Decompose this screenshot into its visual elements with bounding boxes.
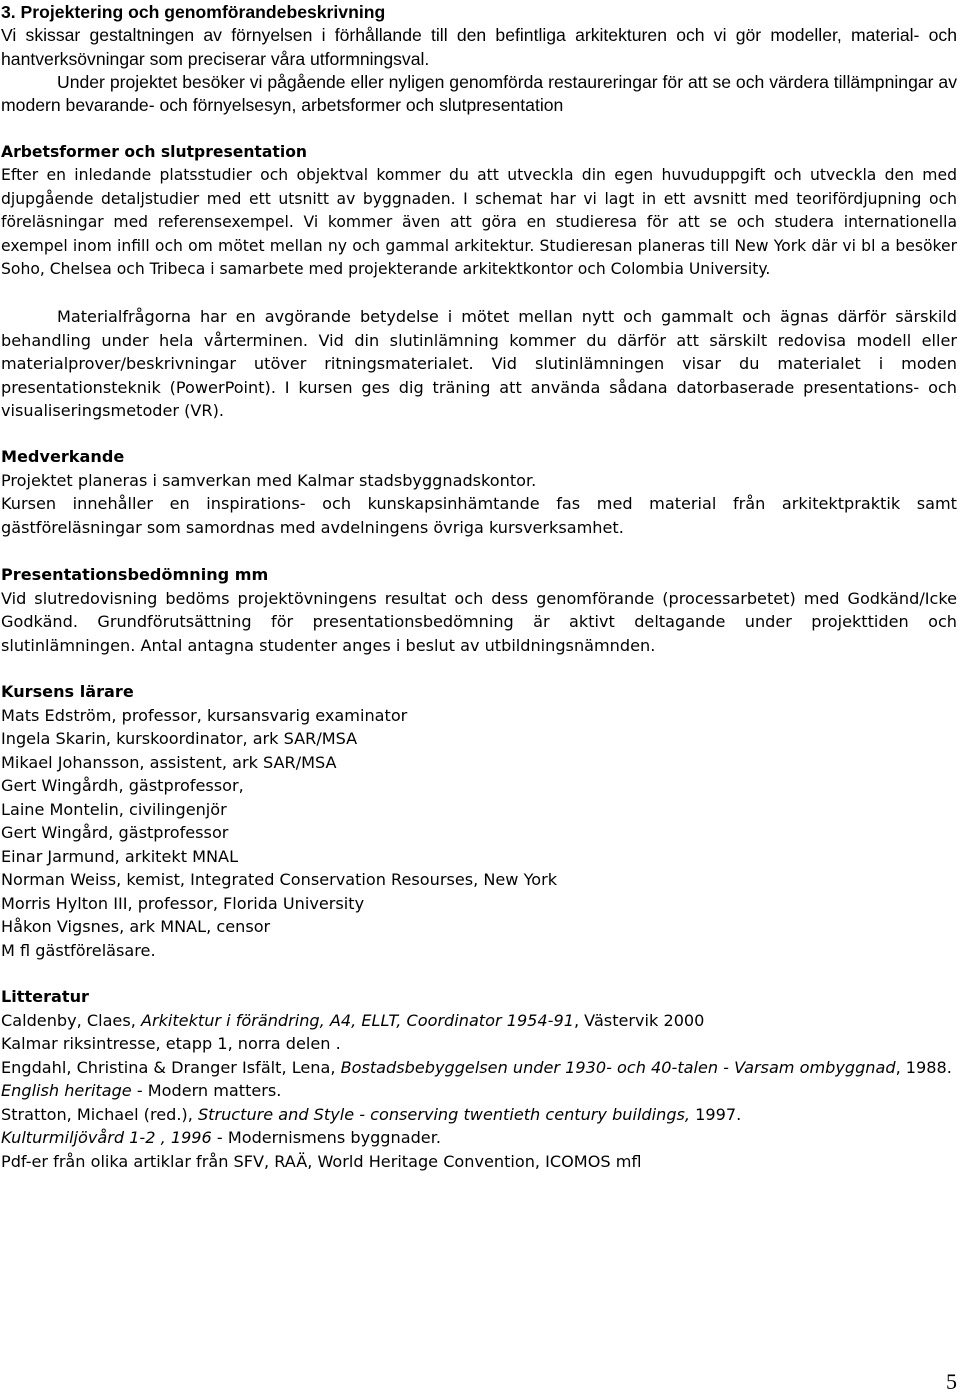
literature-heading: Litteratur bbox=[1, 987, 89, 1006]
arbetsformer-section bbox=[1, 141, 957, 281]
ref-details: , 1988. bbox=[895, 1057, 952, 1077]
ref-title: Bostadsbebyggelsen under 1930- och 40-talen - Varsam ombyggnad bbox=[340, 1057, 896, 1077]
presentation-section bbox=[1, 563, 957, 657]
ref-details: , Västervik 2000 bbox=[573, 1010, 705, 1030]
section-3-heading: 3. Projektering och genomförandebeskrivning bbox=[1, 2, 386, 22]
arbetsformer-paragraph-2: Materialfrågorna har en avgörande betydelse i mötet mellan nytt och gammalt och ägnas därför särskild behandling under hela vårterminen. Vid din slutinlämning kommer du därför att särskilt redovisa modell eller materialprover/beskrivningar utöver ritningsmaterialet. Vid slutinlämningen visar du materialet i moden presentationsteknik (PowerPoint). I kursen ges dig träning att använda sådana datorbaserade presentations- och visualiseringsmetoder (VR). bbox=[1, 307, 957, 420]
teacher-item: Håkon Vigsnes, ark MNAL, censor bbox=[1, 917, 271, 936]
ref-details: - Modern matters. bbox=[136, 1081, 282, 1100]
medverkande-paragraph-1: Projektet planeras i samverkan med Kalmar stadsbyggnadskontor. bbox=[1, 470, 537, 490]
section-3-paragraph-1: Vi skissar gestaltningen av förnyelsen i förhållande till den befintliga arkitekturen och vi gör modeller, material- och hantverksövningar som preciserar våra utformningsval. bbox=[1, 25, 957, 69]
teacher-item: Einar Jarmund, arkitekt MNAL bbox=[1, 846, 239, 866]
ref-title: Structure and Style - conserving twentieth century buildings, bbox=[197, 1104, 691, 1124]
presentation-heading: Presentationsbedömning mm bbox=[1, 565, 269, 584]
ref-title: Arkitektur i förändring, A4, ELLT, Coordinator 1954-91 bbox=[140, 1010, 574, 1030]
literature-reference-5 bbox=[1, 1103, 957, 1127]
ref-details: - Modernismens byggnader. bbox=[211, 1128, 441, 1147]
literature-reference-1 bbox=[1, 1009, 957, 1033]
ref-author: Caldenby, Claes, bbox=[1, 1010, 141, 1030]
page-number: 5 bbox=[946, 1369, 957, 1394]
arbetsformer-material-section bbox=[1, 305, 957, 423]
medverkande-paragraph-2: Kursen innehåller en inspirations- och kunskapsinhämtande fas med material från arkitektpraktik samt gästföreläsningar som samordnas med avdelningens övriga kursverksamhet. bbox=[1, 494, 957, 537]
ref-title: Kulturmiljövård 1-2 , 1996 bbox=[1, 1128, 212, 1147]
arbetsformer-heading: Arbetsformer och slutpresentation bbox=[1, 143, 308, 161]
literature-section bbox=[1, 985, 957, 1173]
teachers-section bbox=[1, 680, 957, 962]
teacher-item: Norman Weiss, kemist, Integrated Conservation Resourses, New York bbox=[1, 870, 558, 889]
literature-reference-2: Kalmar riksintresse, etapp 1, norra delen . bbox=[1, 1034, 341, 1053]
teachers-heading: Kursens lärare bbox=[1, 682, 134, 701]
literature-reference-3 bbox=[1, 1056, 957, 1080]
literature-reference-4 bbox=[1, 1079, 957, 1103]
ref-details: 1997. bbox=[690, 1104, 742, 1124]
ref-author: Engdahl, Christina & Dranger Isfält, Lena, bbox=[1, 1057, 341, 1077]
teacher-item: Mats Edström, professor, kursansvarig examinator bbox=[1, 705, 408, 725]
ref-author: Stratton, Michael (red.), bbox=[1, 1104, 198, 1124]
literature-reference-6 bbox=[1, 1126, 957, 1150]
teacher-item: Mikael Johansson, assistent, ark SAR/MSA bbox=[1, 752, 337, 772]
ref-title: English heritage bbox=[1, 1081, 137, 1100]
arbetsformer-paragraph-1: Efter en inledande platsstudier och objektval kommer du att utveckla din egen huvuduppgift och utveckla den med djupgående detaljstudier med ett utsnitt av byggnaden. I schemat har vi lagt in ett avsnitt med teorifördjupning och föreläsningar med referensexempel. Vi kommer även att göra en studieresa för att se och studera internationella exempel inom infill och om mötet mellan ny och gammal arkitektur. Studieresan planeras till New York där vi bl a besöker Soho, Chelsea och Tribeca i samarbete med projekterande arkitektkontor och Colombia University. bbox=[1, 166, 957, 279]
literature-reference-7: Pdf-er från olika artiklar från SFV, RAÄ, World Heritage Convention, ICOMOS mfl bbox=[1, 1151, 642, 1171]
teacher-item: M fl gästföreläsare. bbox=[1, 940, 156, 960]
teacher-item: Gert Wingård, gästprofessor bbox=[1, 823, 229, 842]
section-3-paragraph-2: Under projektet besöker vi pågående eller nyligen genomförda restaureringar för att se och värdera tillämpningar av modern bevarande- och förnyelsesyn, arbetsformer och slutpresentation bbox=[1, 71, 957, 116]
teacher-item: Gert Wingårdh, gästprofessor, bbox=[1, 776, 244, 795]
teacher-item: Morris Hylton III, professor, Florida University bbox=[1, 893, 365, 913]
teacher-item: Laine Montelin, civilingenjör bbox=[1, 799, 227, 819]
medverkande-section bbox=[1, 445, 957, 539]
presentation-paragraph: Vid slutredovisning bedöms projektövningens resultat och dess genomförande (processarbetet) med Godkänd/Icke Godkänd. Grundförutsättning för presentationsbedömning är aktivt deltagande under projekttiden och slutinlämningen. Antal antagna studenter anges i beslut av utbildningsnämnden. bbox=[1, 588, 957, 655]
medverkande-heading: Medverkande bbox=[1, 447, 125, 466]
teacher-item: Ingela Skarin, kurskoordinator, ark SAR/MSA bbox=[1, 729, 358, 748]
section-3 bbox=[1, 1, 957, 117]
